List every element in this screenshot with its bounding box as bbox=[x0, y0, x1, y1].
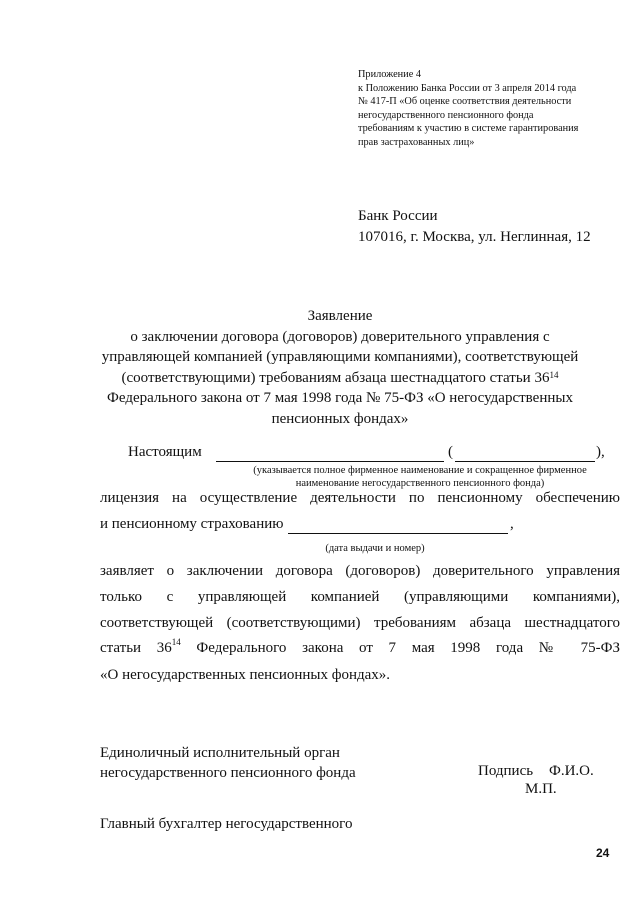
declares-line: заявляет о заключении договора (договоров) доверительного управления bbox=[100, 563, 620, 579]
fund-short-name-line bbox=[455, 461, 595, 462]
declares-line: соответствующей (соответствующими) требованиям абзаца шестнадцатого bbox=[100, 615, 620, 631]
declares-line bbox=[100, 637, 620, 657]
title-heading: Заявление bbox=[307, 308, 373, 324]
fio-label: Ф.И.О. bbox=[549, 763, 594, 779]
insurance-comma: , bbox=[510, 516, 514, 532]
declares-superscript: 14 bbox=[171, 637, 181, 647]
addressee-address: 107016, г. Москва, ул. Неглинная, 12 bbox=[358, 229, 591, 245]
page-number: 24 bbox=[596, 846, 610, 860]
declares-text: Федерального закона от 7 мая 1998 года № 75-ФЗ bbox=[180, 640, 620, 656]
document-title bbox=[60, 306, 620, 429]
title-line bbox=[60, 368, 620, 389]
close-paren: ), bbox=[596, 444, 605, 460]
declares-text: статьи 36 bbox=[100, 640, 172, 656]
fund-name-line bbox=[216, 461, 444, 462]
insurance-row bbox=[100, 516, 283, 533]
appendix-line: № 417-П «Об оценке соответствия деятельности bbox=[358, 96, 572, 108]
accountant-line: Главный бухгалтер негосударственного bbox=[100, 816, 353, 832]
license-line: лицензия на осуществление деятельности по пенсионному обеспечению bbox=[100, 490, 620, 506]
license-date-line bbox=[288, 533, 508, 534]
date-note: (дата выдачи и номер) bbox=[325, 543, 425, 554]
appendix-line: Приложение 4 bbox=[358, 69, 421, 80]
fund-name-note bbox=[220, 464, 620, 490]
executive-line: негосударственного пенсионного фонда bbox=[100, 765, 356, 781]
appendix-line: негосударственного пенсионного фонда bbox=[358, 109, 534, 121]
title-line: Федерального закона от 7 мая 1998 года № 75-ФЗ «О негосударственных bbox=[107, 390, 573, 406]
appendix-line: требованиям к участию в системе гарантирования bbox=[358, 123, 579, 135]
appendix-line: к Положению Банка России от 3 апреля 2014 года bbox=[358, 82, 577, 94]
note-line: наименование негосударственного пенсионного фонда) bbox=[295, 478, 545, 489]
title-line: управляющей компанией (управляющими компаниями), соответствующей bbox=[101, 349, 579, 365]
title-line: о заключении договора (договоров) доверительного управления с bbox=[130, 328, 550, 345]
title-line-text: (соответствующими) требованиям абзаца шестнадцатого статьи 36 bbox=[121, 369, 550, 386]
open-paren: ( bbox=[448, 444, 453, 460]
executive-line: Единоличный исполнительный орган bbox=[100, 745, 340, 761]
title-superscript: 14 bbox=[549, 369, 559, 380]
seal-label: М.П. bbox=[525, 781, 557, 797]
appendix-line: прав застрахованных лиц» bbox=[358, 136, 475, 148]
note-line: (указывается полное фирменное наименование и сокращенное фирменное bbox=[253, 465, 587, 476]
declares-line: «О негосударственных пенсионных фондах». bbox=[100, 667, 391, 683]
title-line: пенсионных фондах» bbox=[271, 410, 409, 427]
appendix-header bbox=[358, 68, 608, 150]
declares-line: только с управляющей компанией (управляющими компаниями), bbox=[100, 589, 620, 605]
addressee-block bbox=[358, 206, 591, 248]
hereby-row bbox=[128, 444, 202, 461]
signature-label: Подпись bbox=[478, 763, 534, 779]
executive-block bbox=[100, 743, 356, 783]
hereby-label: Настоящим bbox=[128, 444, 202, 460]
insurance-label: и пенсионному страхованию bbox=[100, 516, 284, 532]
addressee-name: Банк России bbox=[358, 208, 438, 224]
